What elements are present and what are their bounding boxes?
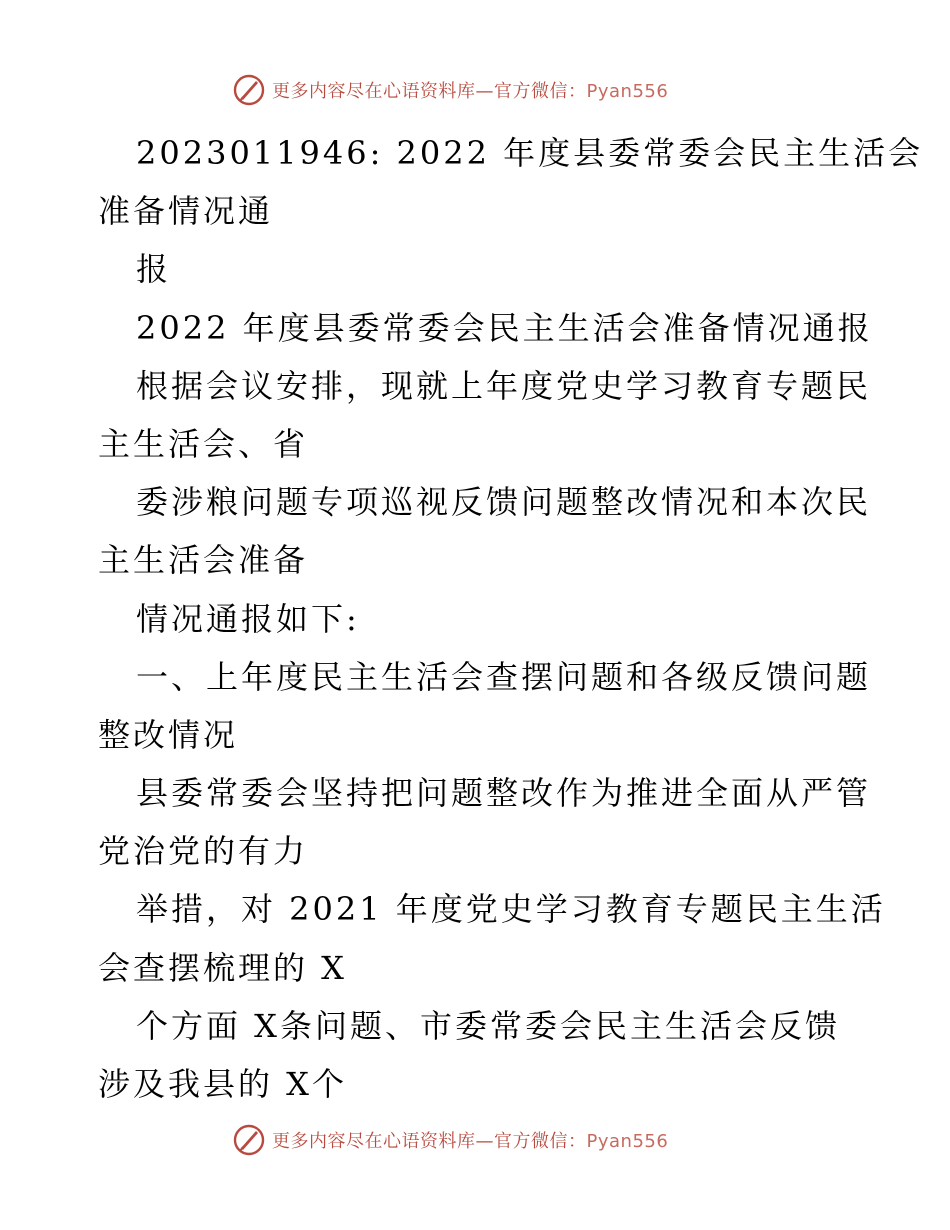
paragraph-line: 根据会议安排，现就上年度党史学习教育专题民 — [136, 366, 872, 405]
watermark-text — [272, 77, 668, 103]
paragraph-line: 主生活会、省 — [98, 424, 309, 463]
paragraph-line: 举措，对 2021 年度党史学习教育专题民主生活 — [136, 890, 886, 929]
watermark-label: 更多内容尽在心语资料库—官方微信： — [272, 81, 587, 102]
paragraph-line: 情况通报如下: — [136, 599, 360, 638]
paragraph-line: 2023011946: 2022 年度县委常委会民主生活会 — [136, 134, 924, 172]
paragraph-line: 一、上年度民主生活会查摆问题和各级反馈问题 — [136, 657, 872, 696]
paragraph-line: 个方面 X条问题、市委常委会民主生活会反馈 — [136, 1006, 840, 1045]
paragraph-line: 2022 年度县委常委会民主生活会准备情况通报 — [136, 308, 873, 347]
watermark-label: 更多内容尽在心语资料库—官方微信： — [272, 1131, 587, 1152]
watermark-id: Pyan556 — [586, 81, 669, 102]
paragraph-line: 委涉粮问题专项巡视反馈问题整改情况和本次民 — [136, 483, 872, 522]
paragraph-line: 报 — [136, 250, 172, 289]
quill-logo-icon — [232, 1123, 266, 1157]
watermark-text — [272, 1127, 668, 1153]
header-watermark — [232, 70, 752, 110]
paragraph-line: 党治党的有力 — [98, 832, 309, 871]
document-body — [98, 124, 924, 1113]
paragraph-line: 涉及我县的 X个 — [98, 1065, 347, 1103]
paragraph-line: 主生活会准备 — [98, 541, 309, 580]
paragraph-line: 准备情况通 — [98, 192, 274, 231]
watermark-id: Pyan556 — [586, 1131, 669, 1152]
paragraph-line: 整改情况 — [98, 715, 239, 754]
quill-logo-icon — [232, 73, 266, 107]
footer-watermark — [232, 1120, 752, 1160]
paragraph-line: 会查摆梳理的 X — [98, 948, 347, 987]
paragraph-line: 县委常委会坚持把问题整改作为推进全面从严管 — [136, 774, 872, 813]
